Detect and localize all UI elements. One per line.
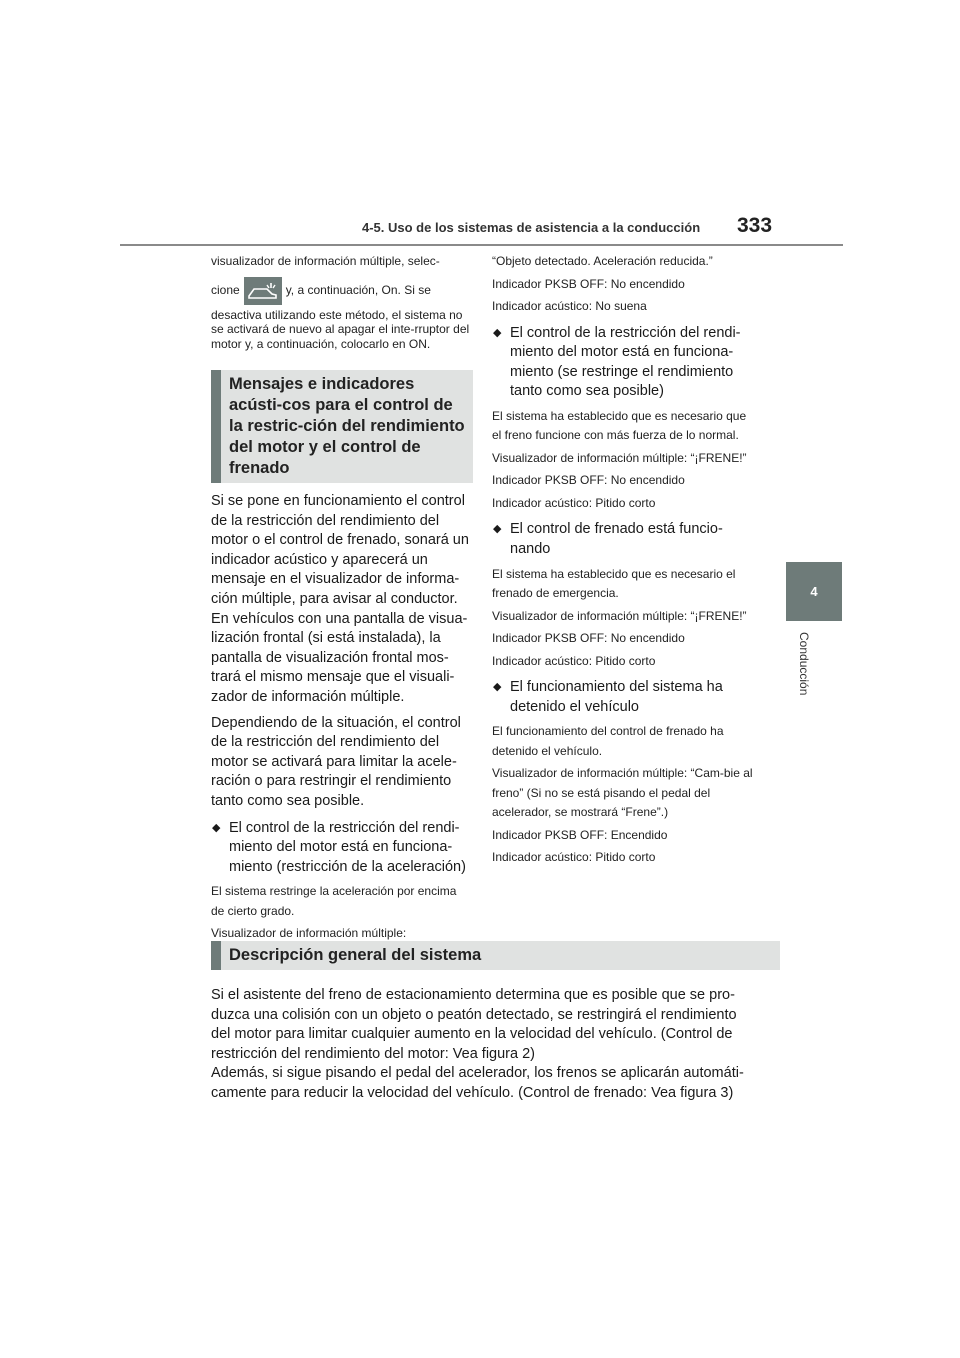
bullet-2-text: El control de la restricción del rendi-miento del motor está en funciona-miento (se restringe el rendimiento tanto como sea posible) bbox=[510, 324, 741, 400]
chapter-tab: 4 bbox=[786, 562, 842, 621]
intro-line-c: desactiva utilizando este método, el sistema no se activará de nuevo al apagar el inte-rruptor del motor y, a continuación, colocarlo en ON. bbox=[211, 307, 470, 351]
bullet-1-detail-2: Visualizador de información múltiple: bbox=[211, 926, 407, 941]
bullet-1-text: El control de la restricción del rendi-miento del motor está en funciona-miento (restricción de la aceleración) bbox=[229, 819, 466, 875]
bullet-2-detail-2: Visualizador de información múltiple: “¡FRENE!” bbox=[492, 450, 747, 465]
right-line-3: Indicador acústico: No suena bbox=[492, 299, 647, 313]
intro-line-b bbox=[211, 277, 473, 305]
bullet-4-detail-2: Visualizador de información múltiple: “Cam-bie al freno” (Si no se está pisando el pedal del acelerador, se mostrará “Frene”.) bbox=[492, 766, 753, 820]
bullet-item-max-restriction bbox=[492, 324, 754, 402]
bullet-4-detail-3: Indicador PKSB OFF: Encendido bbox=[492, 827, 668, 842]
left-column bbox=[211, 252, 473, 944]
bullet-4-detail-4: Indicador acústico: Pitido corto bbox=[492, 850, 656, 865]
right-line-1: “Objeto detectado. Aceleración reducida.” bbox=[492, 254, 713, 268]
paragraph-2: Dependiendo de la situación, el control de la restricción del rendimiento del motor se activará para limitar la acele-ración o para restringir el rendimiento tanto como sea posible. bbox=[211, 714, 461, 809]
intro-line-b-post: y, a continuación, On. Si se bbox=[285, 282, 431, 297]
system-overview-body bbox=[211, 986, 756, 1104]
bullet-4-text: El funcionamiento del sistema ha detenido el vehículo bbox=[510, 679, 723, 715]
right-line-2: Indicador PKSB OFF: No encendido bbox=[492, 276, 685, 291]
paragraph-1: Si se pone en funcionamiento el control de la restricción del rendimiento del motor o el control de frenado, sonará un indicador acústico y aparecerá un mensaje en el visualizador de informa-ción múltiple, para avisar al conductor. En vehículos con una pantalla de visua-lización frontal (si está instalada), la pantalla de visualización frontal mos-trará el mismo mensaje que el visuali-zador de información múltiple. bbox=[211, 493, 469, 705]
bullet-3-detail-4: Indicador acústico: Pitido corto bbox=[492, 653, 656, 668]
bullet-2-detail-4: Indicador acústico: Pitido corto bbox=[492, 495, 656, 510]
diamond-bullet-icon: ◆ bbox=[493, 523, 502, 536]
system-overview-paragraph-2: Además, si sigue pisando el pedal del acelerador, los frenos se aplicarán automáti-camente para reducir la velocidad del vehículo. (Control de frenado: Vea figura 3) bbox=[211, 1065, 744, 1101]
bullet-4-detail-1: El funcionamiento del control de frenado ha detenido el vehículo. bbox=[492, 724, 724, 758]
car-warning-icon bbox=[244, 277, 282, 305]
bullet-1-detail-1: El sistema restringe la aceleración por encima de cierto grado. bbox=[211, 884, 457, 918]
bullet-item-acceleration-restriction bbox=[211, 819, 473, 878]
diamond-bullet-icon: ◆ bbox=[493, 326, 502, 339]
intro-line-a: visualizador de información múltiple, selec- bbox=[211, 254, 440, 268]
bullet-3-detail-3: Indicador PKSB OFF: No encendido bbox=[492, 631, 685, 646]
section-title: 4-5. Uso de los sistemas de asistencia a la conducción bbox=[362, 220, 701, 235]
bullet-item-braking-control bbox=[492, 520, 754, 559]
right-column bbox=[492, 252, 754, 868]
system-overview-heading: Descripción general del sistema bbox=[211, 941, 780, 970]
diamond-bullet-icon: ◆ bbox=[212, 821, 221, 834]
system-overview-paragraph-1: Si el asistente del freno de estacionamiento determina que es posible que se pro-duzca una colisión con un objeto o peatón detectado, se restringirá el rendimiento del motor para limitar cualquier aumento en la velocidad del vehículo. (Control de restricción del rendimiento del motor: Vea figura 2) bbox=[211, 987, 737, 1062]
bullet-3-detail-2: Visualizador de información múltiple: “¡FRENE!” bbox=[492, 608, 747, 623]
header-divider bbox=[120, 244, 843, 246]
diamond-bullet-icon: ◆ bbox=[493, 681, 502, 694]
chapter-label: Conducción bbox=[797, 632, 811, 696]
bullet-item-vehicle-stopped bbox=[492, 678, 754, 717]
bullet-2-detail-1: El sistema ha establecido que es necesario que el freno funcione con más fuerza de lo normal. bbox=[492, 408, 747, 443]
page-number: 333 bbox=[737, 214, 773, 237]
bullet-3-detail-1: El sistema ha establecido que es necesario el frenado de emergencia. bbox=[492, 566, 736, 601]
intro-line-b-pre: cione bbox=[211, 282, 240, 297]
messages-section-heading: Mensajes e indicadores acústi-cos para el control de la restric-ción del rendimiento del motor y el control de frenado bbox=[211, 370, 473, 483]
bullet-3-text: El control de frenado está funcio-nando bbox=[510, 521, 723, 557]
bullet-2-detail-3: Indicador PKSB OFF: No encendido bbox=[492, 473, 685, 488]
